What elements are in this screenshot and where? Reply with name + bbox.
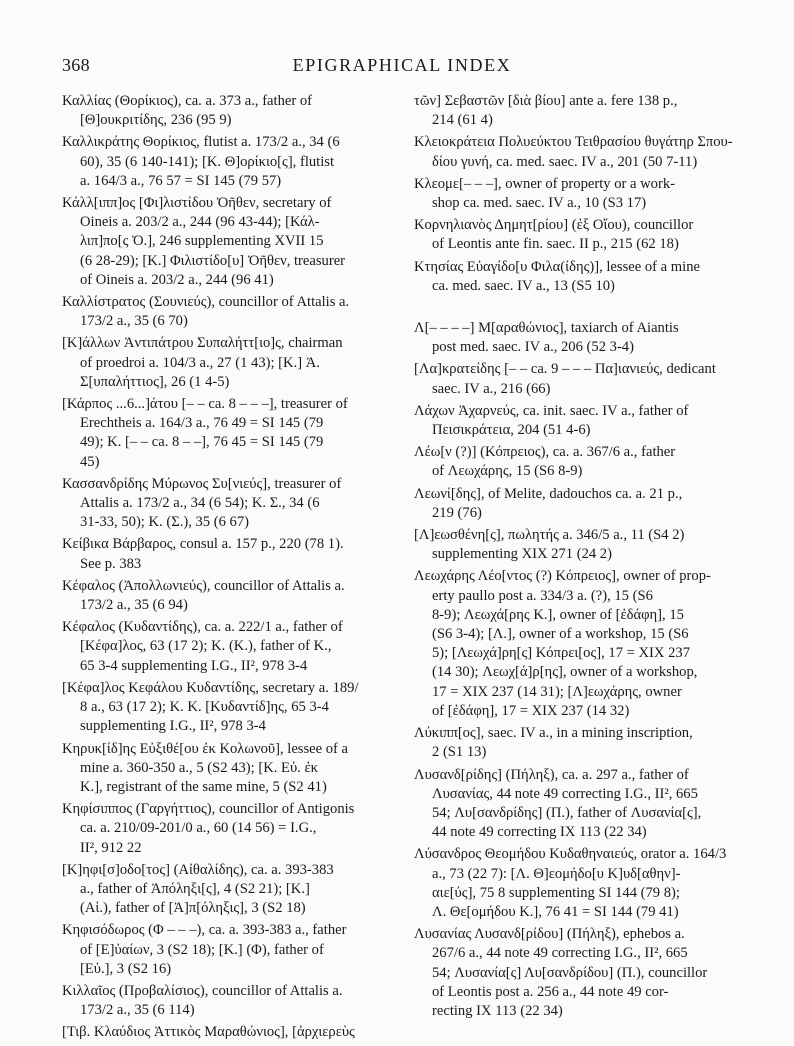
index-entry: Κηφίσιππος (Γαργήττιος), councillor of Antigonis ca. a. 210/09-201/0 a., 60 (14 56) = I.G., II², 912 22 bbox=[62, 801, 355, 856]
index-entry: Λάχων Ἀχαρνεύς, ca. init. saec. IV a., father of Πεισικράτεια, 204 (51 4-6) bbox=[414, 402, 689, 439]
index-entry: [Τιβ. Κλαύδιος Ἀττικὸς Μαραθώνιος], [ἀρχιερεὺς bbox=[62, 1024, 355, 1041]
index-entry: Κείβικα Βάρβαρος, consul a. 157 p., 220 (78 1). See p. 383 bbox=[62, 536, 344, 572]
index-entry: Λέω[ν (?)] (Κόπρειος), ca. a. 367/6 a., father of Λεωχάρης, 15 (S6 8-9) bbox=[414, 444, 676, 480]
index-entry: Κέφαλος (Κυδαντίδης), ca. a. 222/1 a., father of [Κέφα]λος, 63 (17 2); Κ. (Κ.), father of Κ., 65 3-4 supplementing I.G., II², 978 3-4 bbox=[62, 619, 343, 674]
index-entry: Λεωχάρης Λέο[ντος (?) Κόπρειος], owner of prop- erty paullo post a. 334/3 a. (?), 15 (S6 8-9); Λεωχά[ρης Κ.], owner of [ἐδάφη], 15 (S6 3-4); [Λ.], owner of a workshop, 15 (S6 5); [Λεωχά]ρη[ς] Κόπρει[ος], 17 = XIX 237 (14 30); Λεωχ[ά]ρ[ης], owner of a workshop, 17 = XIX 237 (14 31); [Λ]εωχάρης, owner of [ἐδάφη], 17 = XIX 237 (14 32) bbox=[414, 568, 711, 719]
index-entry: Λύκιππ[ος], saec. IV a., in a mining inscription, 2 (S1 13) bbox=[414, 725, 693, 761]
index-entry: Λ[– – – –] Μ[αραθώνιος], taxiarch of Aiantis post med. saec. IV a., 206 (52 3-4) bbox=[414, 320, 679, 356]
index-entry: Κηρυκ[ίδ]ης Εὐξιθέ[ου ἐκ Κολωνοῦ], lessee of a mine a. 360-350 a., 5 (S2 43); [Κ. Εὐ. ἐκ Κ.], registrant of the same mine, 5 (S2 41) bbox=[62, 740, 349, 795]
section-gap bbox=[414, 299, 734, 319]
index-columns bbox=[62, 92, 742, 1041]
index-entry: Κασσανδρίδης Μύρωνος Συ[νιεύς], treasurer of Attalis a. 173/2 a., 34 (6 54); Κ. Σ., 34 (6 31-33, 50); Κ. (Σ.), 35 (6 67) bbox=[62, 475, 342, 531]
index-entry: [Λα]κρατείδης [– – ca. 9 – – – Πα]ιανιεύς, dedicant saec. IV a., 216 (66) bbox=[414, 361, 716, 397]
index-entry: τῶν] Σεβαστῶν [διὰ βίου] ante a. fere 138 p., 214 (61 4) bbox=[414, 93, 678, 129]
index-entry: Καλλίστρατος (Σουνιεύς), councillor of Attalis a. 173/2 a., 35 (6 70) bbox=[62, 294, 350, 330]
index-entry: Καλλίας (Θορίκιος), ca. a. 373 a., father of [Θ]ουκριτίδης, 236 (95 9) bbox=[62, 93, 313, 129]
running-title: EPIGRAPHICAL INDEX bbox=[292, 55, 512, 75]
index-entry: Κτησίας Εὐαγίδο[υ Φιλα(ίδης)], lessee of a mine ca. med. saec. IV a., 13 (S5 10) bbox=[414, 258, 700, 294]
index-entry: Λύσανδρος Θεομήδου Κυδαθηναιεύς, orator a. 164/3 a., 73 (22 7): [Λ. Θ]εομήδο[υ Κ]υδ[αθην]- αιε[ύς], 75 8 supplementing SI 144 (79 8); Λ. Θε[ομήδου Κ.], 76 41 = SI 144 (79 41) bbox=[414, 846, 727, 920]
index-entry: Κηφισόδωρος (Φ – – –), ca. a. 393-383 a., father of [Ε]ὐαίων, 3 (S2 18); [Κ.] (Φ), father of [Εὐ.], 3 (S2 16) bbox=[62, 922, 347, 977]
page-number: 368 bbox=[62, 55, 90, 75]
index-entry: Κλεομε[– – –], owner of property or a work- shop ca. med. saec. IV a., 10 (S3 17) bbox=[414, 175, 675, 212]
index-entry: Λεωνί[δης], of Melite, dadouchos ca. a. 21 p., 219 (76) bbox=[414, 485, 683, 521]
index-entry: [Κάρπος ...6...]άτου [– – ca. 8 – – –], treasurer of Erechtheis a. 164/3 a., 76 49 = SI 145 (79 49); Κ. [– – ca. 8 – –], 76 45 = SI 145 (79 45) bbox=[62, 396, 348, 470]
page-header bbox=[62, 55, 742, 81]
index-entry: Κορνηλιανὸς Δημητ[ρίου] (ἐξ Οἴου), councillor of Leontis ante fin. saec. II p., 215 (62 18) bbox=[414, 217, 694, 253]
index-entry: Καλλικράτης Θορίκιος, flutist a. 173/2 a., 34 (6 60), 35 (6 140-141); [Κ. Θ]ορίκιο[ς], flutist a. 164/3 a., 76 57 = SI 145 (79 57) bbox=[62, 134, 340, 189]
left-column bbox=[62, 92, 382, 1046]
index-entry: Λυσανδ[ρίδης] (Πήληξ), ca. a. 297 a., father of Λυσανίας, 44 note 49 correcting I.G., II², 665 54; Λυ[σανδρίδης] (Π.), father of Λυσανία[ς], 44 note 49 correcting IX 113 (22 34) bbox=[414, 766, 702, 841]
index-entry: [Κέφα]λος Κεφάλου Κυδαντίδης, secretary a. 189/ 8 a., 63 (17 2); Κ. Κ. [Κυδαντίδ]ης, 65 3-4 supplementing I.G., II², 978 3-4 bbox=[62, 679, 359, 735]
index-entry: Κάλλ[ιππ]ος [Φι]λιστίδου Ὀῆθεν, secretary of Oineis a. 203/2 a., 244 (96 43-44); [Κάλ- λιπ]πο[ς Ὀ.], 246 supplementing XVII 15 (6 28-29); [Κ.] Φιλιστίδο[υ] Ὀῆθεν, treasurer of Oineis a. 203/2 a., 244 (96 41) bbox=[62, 195, 346, 288]
right-column bbox=[414, 92, 734, 1024]
index-entry: [Κ]ηφι[σ]οδο[τος] (Αἰθαλίδης), ca. a. 393-383 a., father of Ἀπόληξι[ς], 4 (S2 21); [Κ.] (Αἰ.), father of [Ἀ]π[όληξις], 3 (S2 18) bbox=[62, 861, 334, 917]
index-entry: [Κ]άλλων Ἀντιπάτρου Συπαλήττ[ιο]ς, chairman of proedroi a. 104/3 a., 27 (1 43); [Κ.] Ἀ. Σ[υπαλήττιος], 26 (1 4-5) bbox=[62, 335, 343, 390]
index-entry: [Λ]εωσθένη[ς], πωλητής a. 346/5 a., 11 (S4 2) supplementing XIX 271 (24 2) bbox=[414, 527, 685, 563]
index-entry: Λυσανίας Λυσανδ[ρίδου] (Πήληξ), ephebos a. 267/6 a., 44 note 49 correcting I.G., II², 665 54; Λυσανία[ς] Λυ[σανδρίδου] (Π.), councillor of Leontis post a. 256 a., 44 note 49 cor- recting IX 113 (22 34) bbox=[414, 926, 708, 1019]
index-entry: Κιλλαῖος (Προβαλίσιος), councillor of Attalis a. 173/2 a., 35 (6 114) bbox=[62, 982, 343, 1019]
index-entry: Κλειοκράτεια Πολυεύκτου Τειθρασίου θυγάτηρ Σπου- δίου γυνή, ca. med. saec. IV a., 201 (50 7-11) bbox=[414, 134, 733, 170]
index-entry: Κέφαλος (Ἀπολλωνιεύς), councillor of Attalis a. 173/2 a., 35 (6 94) bbox=[62, 577, 345, 614]
